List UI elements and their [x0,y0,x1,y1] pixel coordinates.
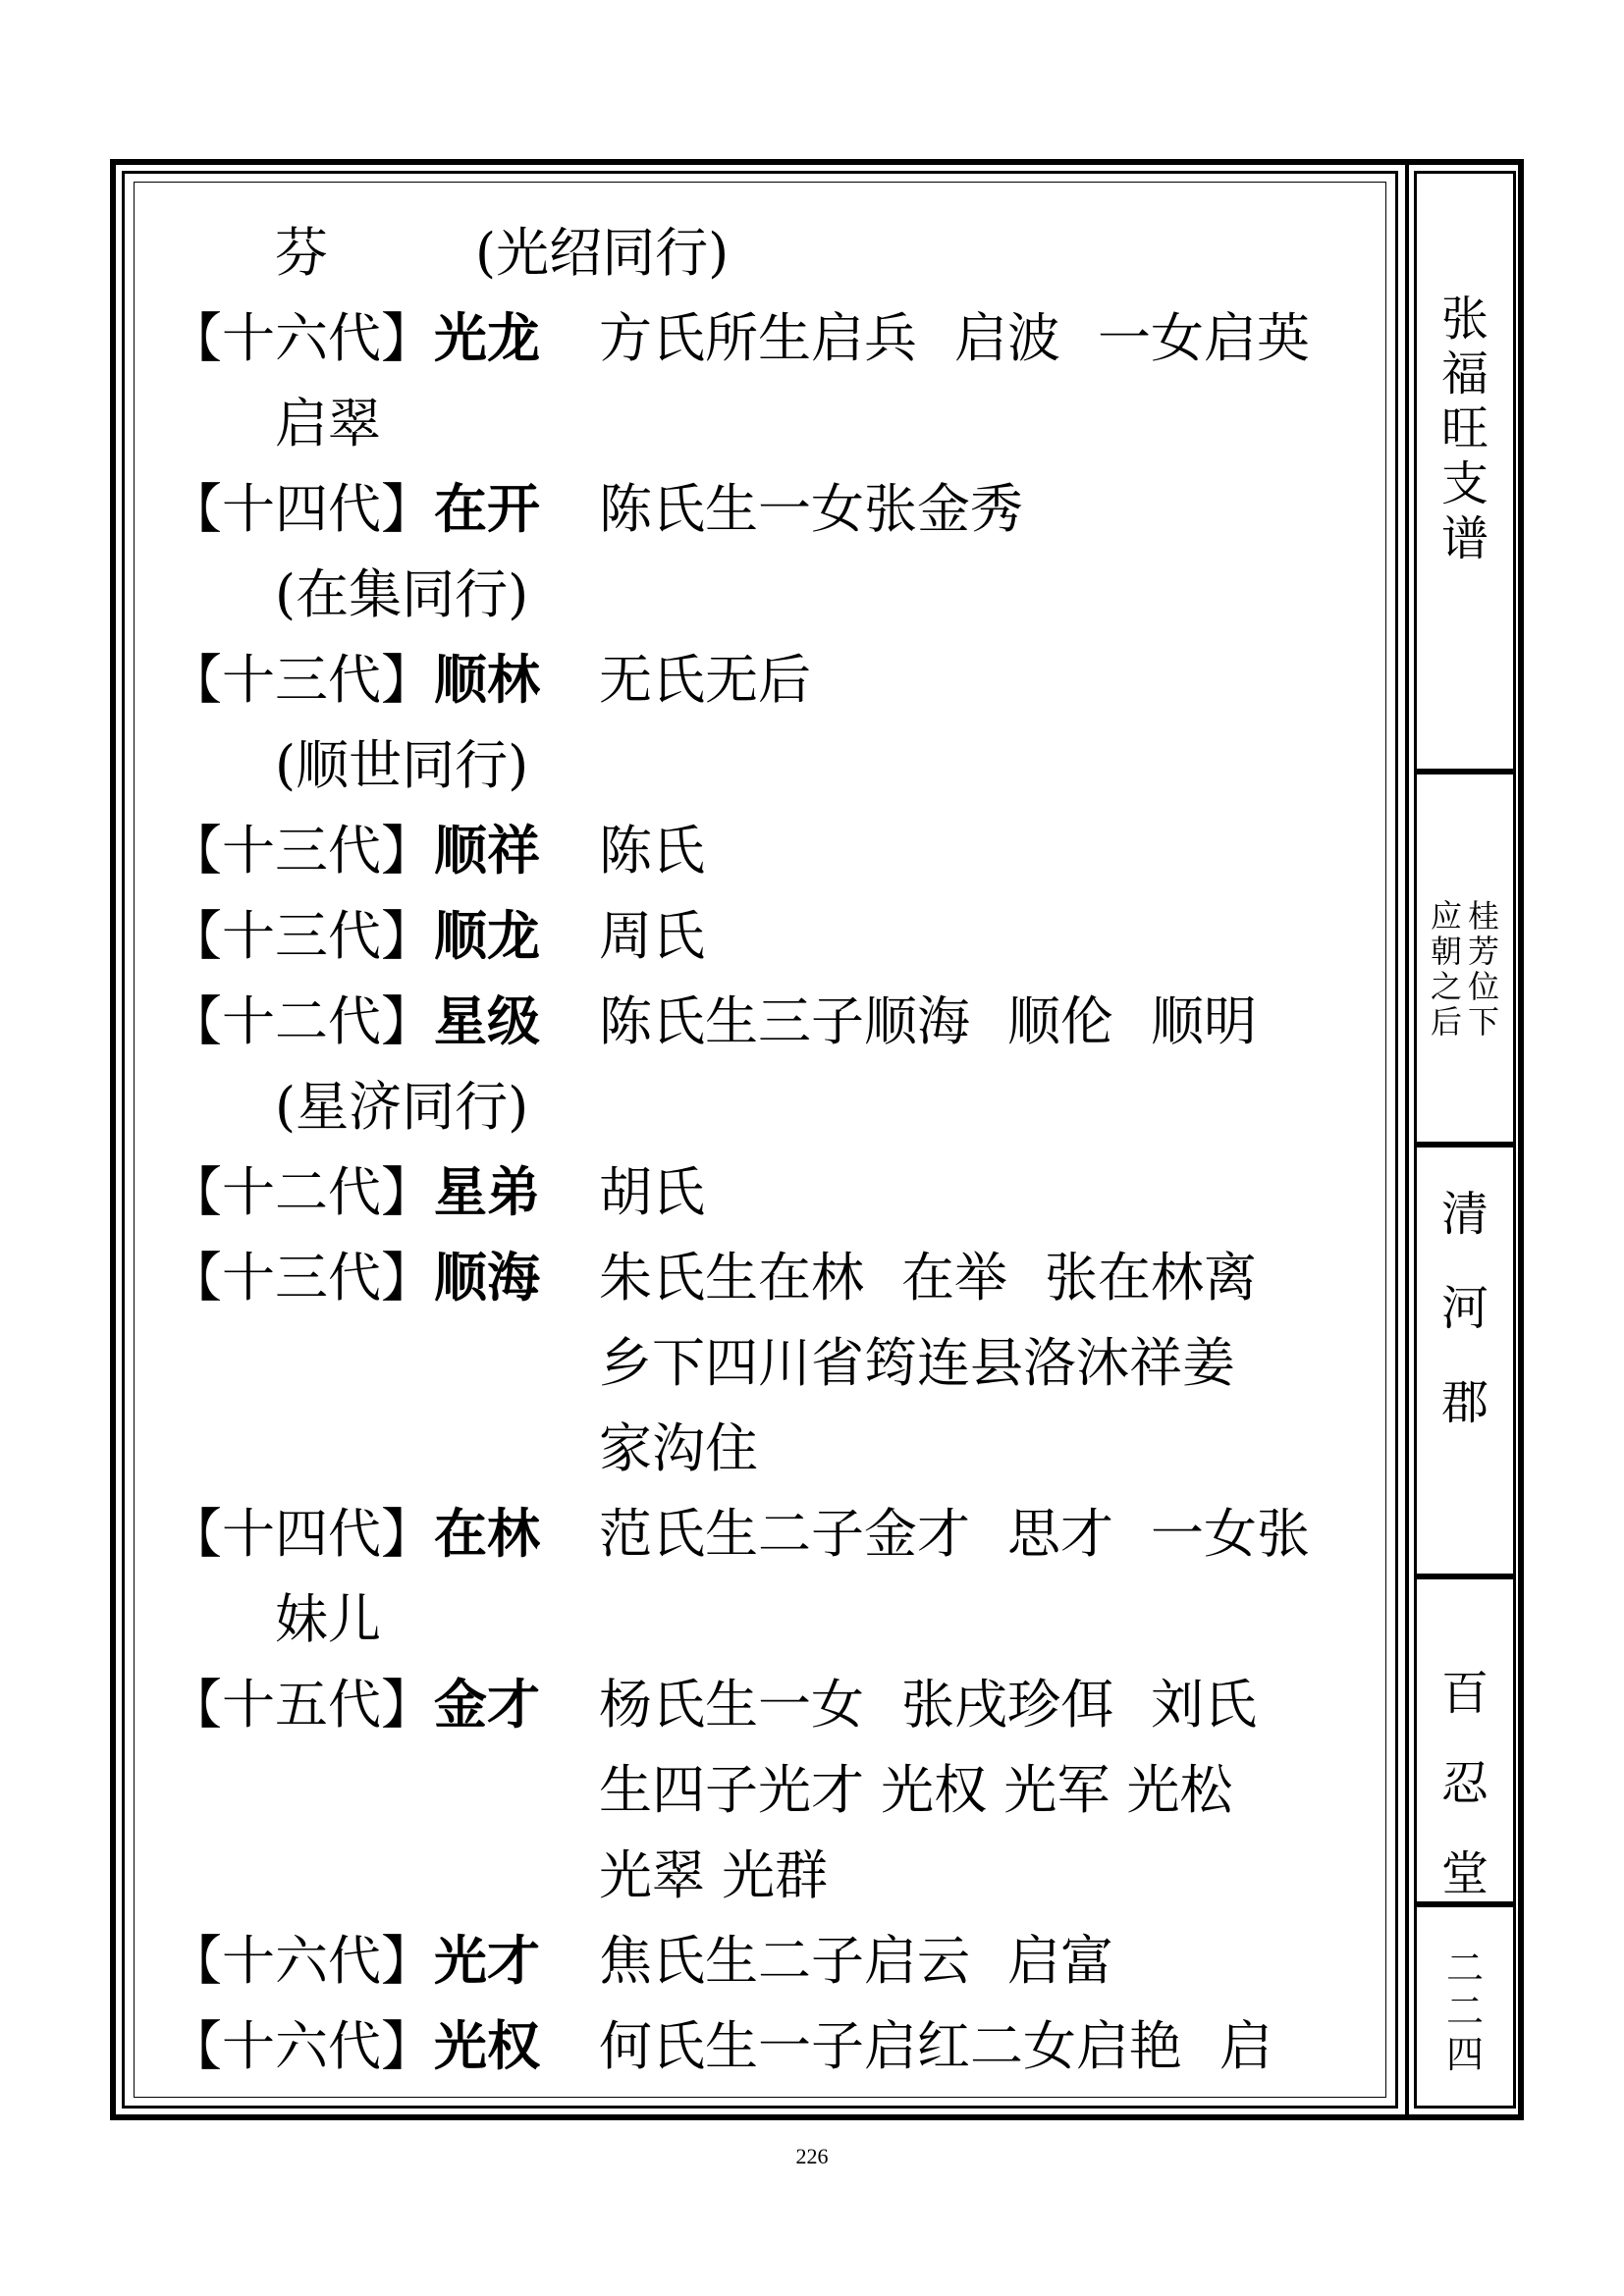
genealogy-entry [169,979,1367,1064]
book-title [1441,292,1489,566]
person-name: 在林 [434,1503,540,1565]
description-segment: 何氏生一子启红二女启艳 [599,2015,1182,2077]
person-name: 顺林 [434,649,540,711]
entry-description [599,2003,1310,2089]
vertical-char: 二 [1445,1990,1484,2033]
genealogy-entry [169,637,1367,722]
generation-label: 【十三代】 [169,905,434,967]
panel-divider [1405,165,1409,2114]
genealogy-entry [169,1491,1367,1576]
entry-description [599,1918,1151,2003]
genealogy-entry [169,1235,1367,1320]
generation-label: 【十六代】 [169,307,434,369]
continuation-text: 光翠 光群 [599,1844,829,1906]
person-name: 顺祥 [434,820,540,881]
vertical-char: 后 [1430,1003,1462,1041]
continuation-text: 启翠 [275,393,381,454]
continuation-line [169,1406,1367,1491]
person-name: 顺海 [434,1247,540,1308]
generation-label: 【十三代】 [169,820,434,881]
description-segment: 启波 [954,307,1060,369]
entry-description [599,1149,742,1235]
description-segment: 焦氏生二子启云 [599,1930,970,1992]
genealogy-entry [169,893,1367,979]
person-name: 星级 [434,990,540,1052]
description-segment: 启富 [1007,1930,1113,1992]
clan-place-box [1414,1145,1516,1576]
folio-number [1446,1947,1484,2076]
person-name: 金才 [434,1674,540,1735]
vertical-char: 福 [1440,347,1489,401]
branch-line [1467,898,1500,1040]
continuation-text: 生四子光才 光权 光军 光松 [599,1759,1233,1821]
genealogy-entry [169,466,1367,552]
entry-description [599,1235,1294,1320]
person-name: 光才 [434,1930,540,1992]
genealogy-entry [169,808,1367,893]
generation-label: 【十四代】 [169,1503,434,1565]
description-segment: 朱氏生在林 [599,1247,864,1308]
vertical-char: 朝 [1430,933,1462,970]
side-panel [1414,171,1516,2109]
continuation-line [169,381,1367,466]
description-segment: 思才 [1007,1503,1113,1565]
description-segment: 刘氏 [1151,1674,1257,1735]
entry-description [599,637,848,722]
description-segment: 一女启英 [1098,307,1310,369]
vertical-char: 之 [1430,968,1462,1005]
folio-box [1414,1904,1516,2109]
description-segment: 陈氏 [599,820,705,881]
clan-place [1441,1167,1489,1450]
vertical-char: 忍 [1440,1756,1489,1811]
description-segment: 陈氏生三子顺海 [599,990,970,1052]
continuation-text: (在集同行) [275,563,529,625]
generation-label: 【十三代】 [169,649,434,711]
vertical-char: 河 [1440,1281,1489,1336]
entry-description [599,1662,1294,1747]
person-name: 星弟 [434,1161,540,1223]
generation-label: 【十四代】 [169,478,434,540]
genealogy-entry [169,2003,1367,2089]
description-segment: 一女张 [1151,1503,1310,1565]
continuation-line [169,1747,1367,1833]
description-segment: 无氏无后 [599,649,811,711]
vertical-char: 四 [1445,2033,1484,2076]
vertical-char: 旺 [1440,401,1489,456]
vertical-char: 谱 [1440,511,1489,566]
genealogy-entry [169,1662,1367,1747]
continuation-text: 家沟住 [599,1417,758,1479]
vertical-char: 清 [1440,1187,1489,1242]
continuation-text: 妹儿 [275,1588,381,1650]
vertical-char: 桂 [1467,897,1499,934]
description-segment: 启 [1219,2015,1272,2077]
person-name: 顺龙 [434,905,540,967]
vertical-char: 二 [1445,1947,1484,1990]
entry-description [599,808,742,893]
entry-description [599,1491,1347,1576]
entry-description [599,295,1347,381]
vertical-char: 位 [1467,968,1499,1005]
vertical-char: 百 [1440,1666,1489,1721]
same-line-note: (光绍同行) [475,222,730,284]
generation-label: 【十二代】 [169,1161,434,1223]
description-segment: 胡氏 [599,1161,705,1223]
entry-description [599,466,1060,552]
description-segment: 顺明 [1151,990,1257,1052]
generation-label: 【十三代】 [169,1247,434,1308]
vertical-char: 张 [1440,292,1489,347]
continuation-text: (星济同行) [275,1076,529,1138]
continuation-line [169,1833,1367,1918]
genealogy-entry [169,295,1367,381]
vertical-char: 郡 [1440,1375,1489,1430]
description-segment: 在举 [901,1247,1007,1308]
hall-name-box [1414,1576,1516,1904]
continuation-text: 乡下四川省筠连县洛沐祥姜 [599,1332,1235,1394]
continuation-line [169,722,1367,808]
book-title-box [1414,171,1516,772]
description-segment: 张戌珍佴 [901,1674,1113,1735]
person-name: 光龙 [434,307,540,369]
vertical-char: 支 [1440,456,1489,511]
continuation-line [169,1064,1367,1149]
generation-label: 【十六代】 [169,2015,434,2077]
continuation-line [169,552,1367,637]
continuation-line [169,1320,1367,1406]
person-name: 光权 [434,2015,540,2077]
genealogy-text [169,210,1367,2089]
vertical-char: 芳 [1467,933,1499,970]
genealogy-entry [169,1149,1367,1235]
generation-label: 【十六代】 [169,1930,434,1992]
vertical-char: 下 [1467,1003,1499,1041]
hall-name [1441,1648,1489,1919]
vertical-char: 应 [1430,897,1462,934]
page-number: 226 [795,2144,829,2168]
description-segment: 周氏 [599,905,705,967]
continuation-line [169,1576,1367,1662]
continuation-text: 芬 [275,222,328,284]
generation-label: 【十二代】 [169,990,434,1052]
continuation-text: (顺世同行) [275,734,529,796]
description-segment: 杨氏生一女 [599,1674,864,1735]
description-segment: 方氏所生启兵 [599,307,917,369]
continuation-line [169,210,1367,295]
descendant-line [1430,898,1463,1040]
generation-label: 【十五代】 [169,1674,434,1735]
vertical-char: 堂 [1440,1846,1489,1901]
genealogy-entry [169,1918,1367,2003]
description-segment: 范氏生二子金才 [599,1503,970,1565]
branch-box [1414,772,1516,1145]
description-segment: 陈氏生一女张金秀 [599,478,1023,540]
person-name: 在开 [434,478,540,540]
entry-description [599,979,1294,1064]
description-segment: 张在林离 [1045,1247,1257,1308]
entry-description [599,893,742,979]
description-segment: 顺伦 [1007,990,1113,1052]
